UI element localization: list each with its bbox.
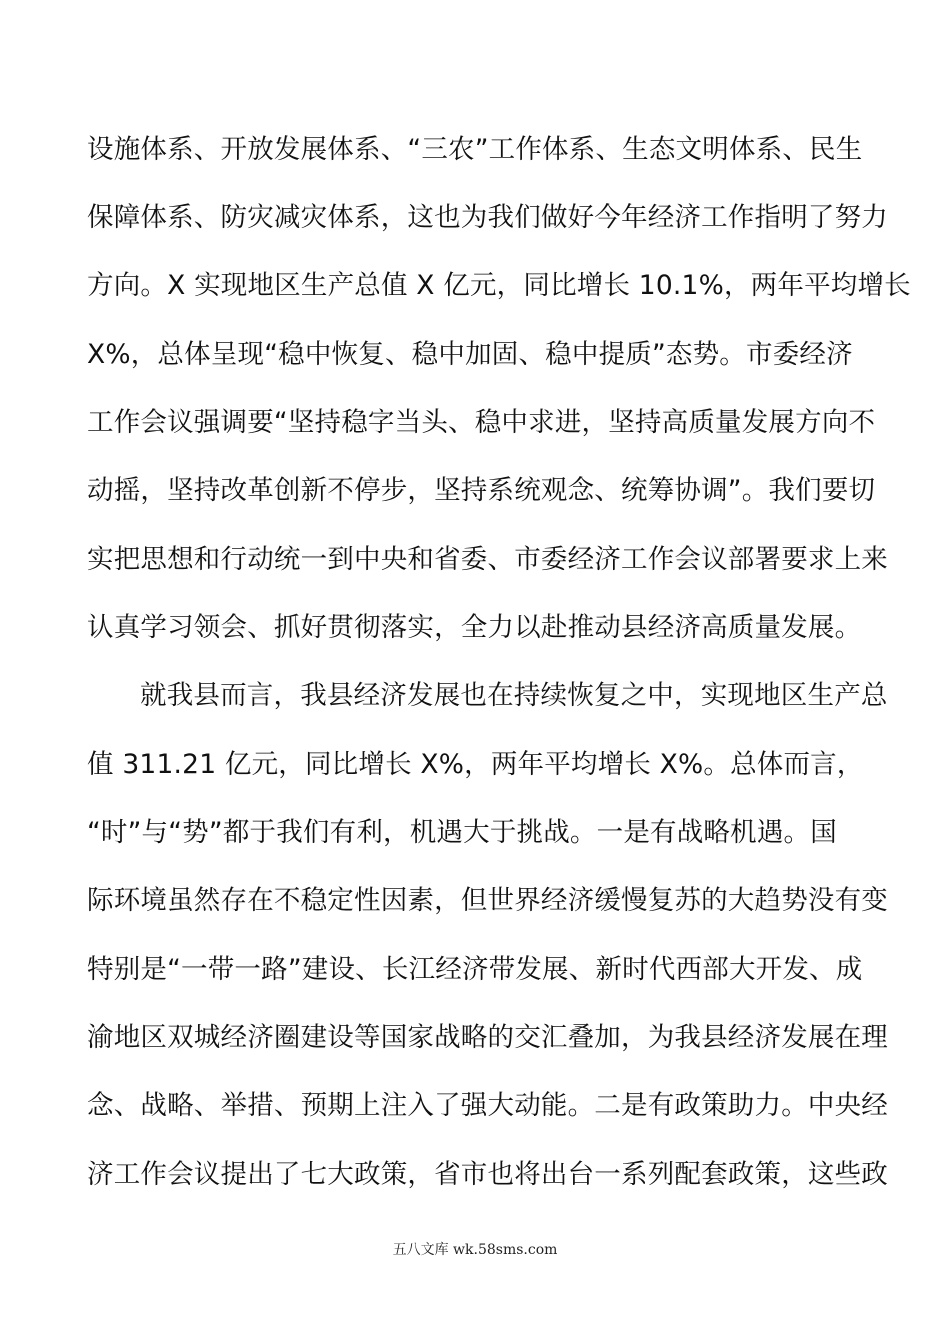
text-line: 工作会议强调要“坚持稳字当头、稳中求进，坚持高质量发展方向不: [87, 407, 876, 438]
text-line: 动摇，坚持改革创新不停步，坚持系统观念、统筹协调”。我们要切: [87, 475, 876, 506]
text-line: 设施体系、开放发展体系、“三农”工作体系、生态文明体系、民生: [87, 134, 863, 165]
text-line: “时”与“势”都于我们有利，机遇大于挑战。一是有战略机遇。国: [87, 817, 837, 848]
text-line: 渝地区双城经济圈建设等国家战略的交汇叠加，为我县经济发展在理: [87, 1022, 888, 1053]
text-line: 念、战略、举措、预期上注入了强大动能。二是有政策助力。中央经: [87, 1090, 888, 1121]
text-line: 认真学习领会、抓好贯彻落实，全力以赴推动县经济高质量发展。: [87, 612, 862, 643]
text-line-indented: 就我县而言，我县经济发展也在持续恢复之中，实现地区生产总: [140, 680, 888, 711]
text-line: 保障体系、防灾减灾体系，这也为我们做好今年经济工作指明了努力: [87, 202, 888, 233]
text-line: 方向。X 实现地区生产总值 X 亿元，同比增长 10.1%，两年平均增长: [87, 270, 911, 301]
text-line: 特别是“一带一路”建设、长江经济带发展、新时代西部大开发、成: [87, 954, 863, 985]
text-line: 实把思想和行动统一到中央和省委、市委经济工作会议部署要求上来: [87, 544, 888, 575]
text-line: 济工作会议提出了七大政策，省市也将出台一系列配套政策，这些政: [87, 1159, 888, 1190]
page-footer-watermark: 五八文库 wk.58sms.com: [392, 1242, 558, 1258]
text-line: 值 311.21 亿元，同比增长 X%，两年平均增长 X%。总体而言，: [87, 749, 864, 780]
text-line: 际环境虽然存在不稳定性因素，但世界经济缓慢复苏的大趋势没有变: [87, 885, 888, 916]
text-line: X%，总体呈现“稳中恢复、稳中加固、稳中提质”态势。市委经济: [87, 339, 853, 370]
